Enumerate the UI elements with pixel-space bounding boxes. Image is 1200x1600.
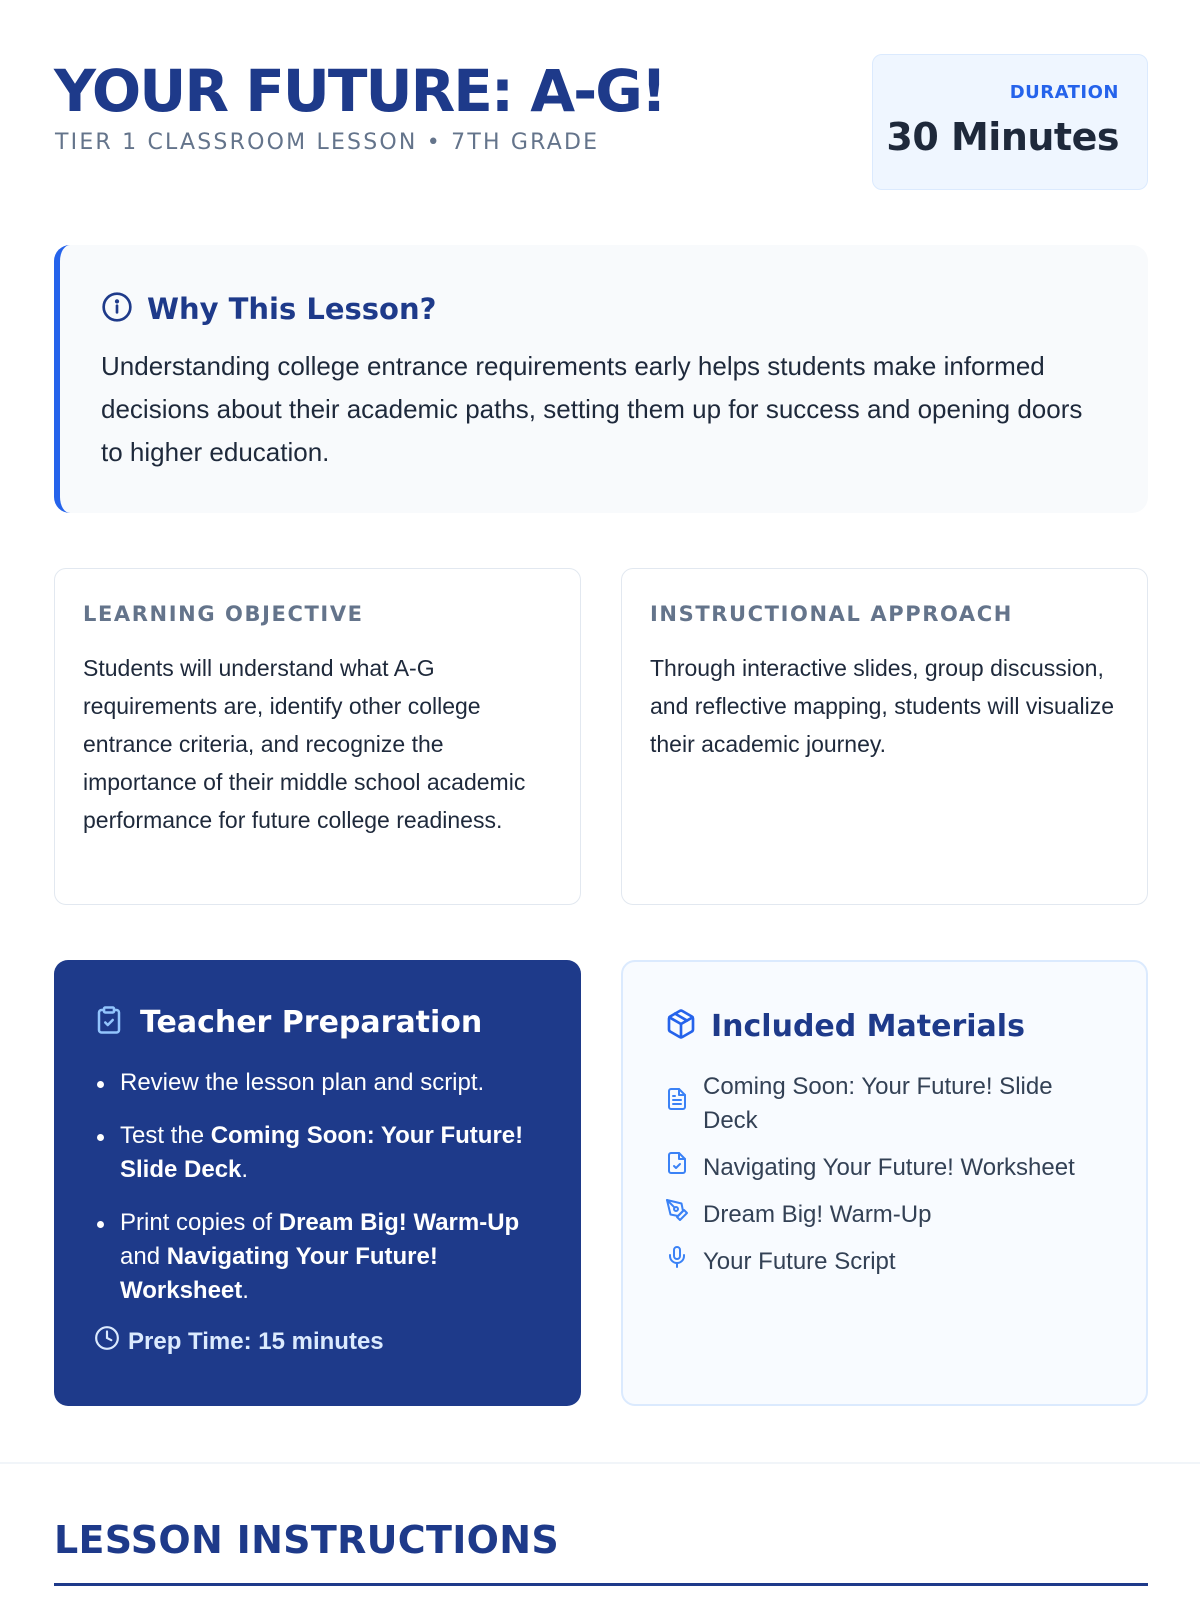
duration-box xyxy=(872,54,1148,190)
instructional-approach-text: Through interactive slides, group discussion, and reflective mapping, students will visualize their academic journey. xyxy=(650,655,1115,757)
material-item-slide-deck[interactable] xyxy=(665,1070,1108,1138)
section-divider xyxy=(0,1462,1200,1464)
clipboard-check-icon xyxy=(94,1005,140,1040)
clock-icon xyxy=(94,1325,128,1358)
teacher-preparation-title: Teacher Preparation xyxy=(140,1004,483,1040)
instructional-approach-card xyxy=(621,568,1148,905)
learning-objective-label: LEARNING OBJECTIVE xyxy=(83,602,364,626)
microphone-icon xyxy=(665,1245,703,1279)
prep-item-text: Test the xyxy=(120,1122,211,1149)
why-header xyxy=(101,289,1108,329)
material-item-worksheet[interactable] xyxy=(665,1151,1108,1185)
duration-value: 30 Minutes xyxy=(886,115,1119,159)
teacher-preparation-header xyxy=(94,1000,543,1044)
prep-item-bold: Dream Big! Warm-Up xyxy=(278,1209,520,1236)
duration-label: DURATION xyxy=(1009,82,1119,103)
prep-item-text: . xyxy=(241,1156,249,1183)
prep-item-text: . xyxy=(242,1277,249,1304)
page-subtitle: TIER 1 CLASSROOM LESSON • 7TH GRADE xyxy=(55,130,600,155)
prep-item-text: Review the lesson plan and script. xyxy=(120,1069,485,1096)
included-materials-header xyxy=(665,1004,1108,1048)
material-label: Your Future Script xyxy=(703,1248,896,1275)
why-text: Understanding college entrance requirements early helps students make informed decisions about their academic paths, setting them up for success and opening doors to higher education. xyxy=(101,351,1083,467)
document-icon xyxy=(665,1087,703,1121)
prep-item-bold: Coming Soon: Your Future! Slide Deck xyxy=(120,1122,524,1183)
prep-time-label: Prep Time: 15 minutes xyxy=(128,1327,384,1355)
list-item xyxy=(94,1119,543,1187)
file-check-icon xyxy=(665,1151,703,1185)
package-icon xyxy=(665,1008,711,1045)
pen-tool-icon xyxy=(665,1198,703,1232)
prep-time xyxy=(94,1325,543,1358)
instructional-approach-label: INSTRUCTIONAL APPROACH xyxy=(650,602,1013,626)
lesson-instructions-underline xyxy=(54,1583,1148,1586)
included-materials-title: Included Materials xyxy=(711,1008,1025,1044)
list-item xyxy=(94,1206,543,1308)
lesson-header xyxy=(54,54,1148,190)
info-icon xyxy=(101,291,147,328)
learning-objective-card xyxy=(54,568,581,905)
list-item xyxy=(94,1066,543,1100)
prep-item-text: Print copies of xyxy=(120,1209,279,1236)
included-materials-card xyxy=(621,960,1148,1406)
why-this-lesson-box xyxy=(54,245,1148,513)
learning-objective-text: Students will understand what A-G requirements are, identify other college entrance criteria, and recognize the importance of their middle school academic performance for future college readiness. xyxy=(83,655,526,833)
page-title: YOUR FUTURE: A-G! xyxy=(54,57,666,125)
preparation-list xyxy=(94,1066,543,1308)
material-item-script[interactable] xyxy=(665,1245,1108,1279)
materials-list xyxy=(665,1070,1108,1279)
material-label: Navigating Your Future! Worksheet xyxy=(703,1154,1075,1181)
material-label: Coming Soon: Your Future! Slide Deck xyxy=(703,1073,1053,1134)
prep-item-text: and xyxy=(120,1243,167,1270)
material-item-warm-up[interactable] xyxy=(665,1198,1108,1232)
prep-item-bold: Navigating Your Future! Worksheet xyxy=(120,1243,438,1304)
teacher-preparation-card xyxy=(54,960,581,1406)
lesson-instructions-title: LESSON INSTRUCTIONS xyxy=(54,1518,560,1562)
why-title: Why This Lesson? xyxy=(147,292,437,326)
material-label: Dream Big! Warm-Up xyxy=(703,1201,932,1228)
